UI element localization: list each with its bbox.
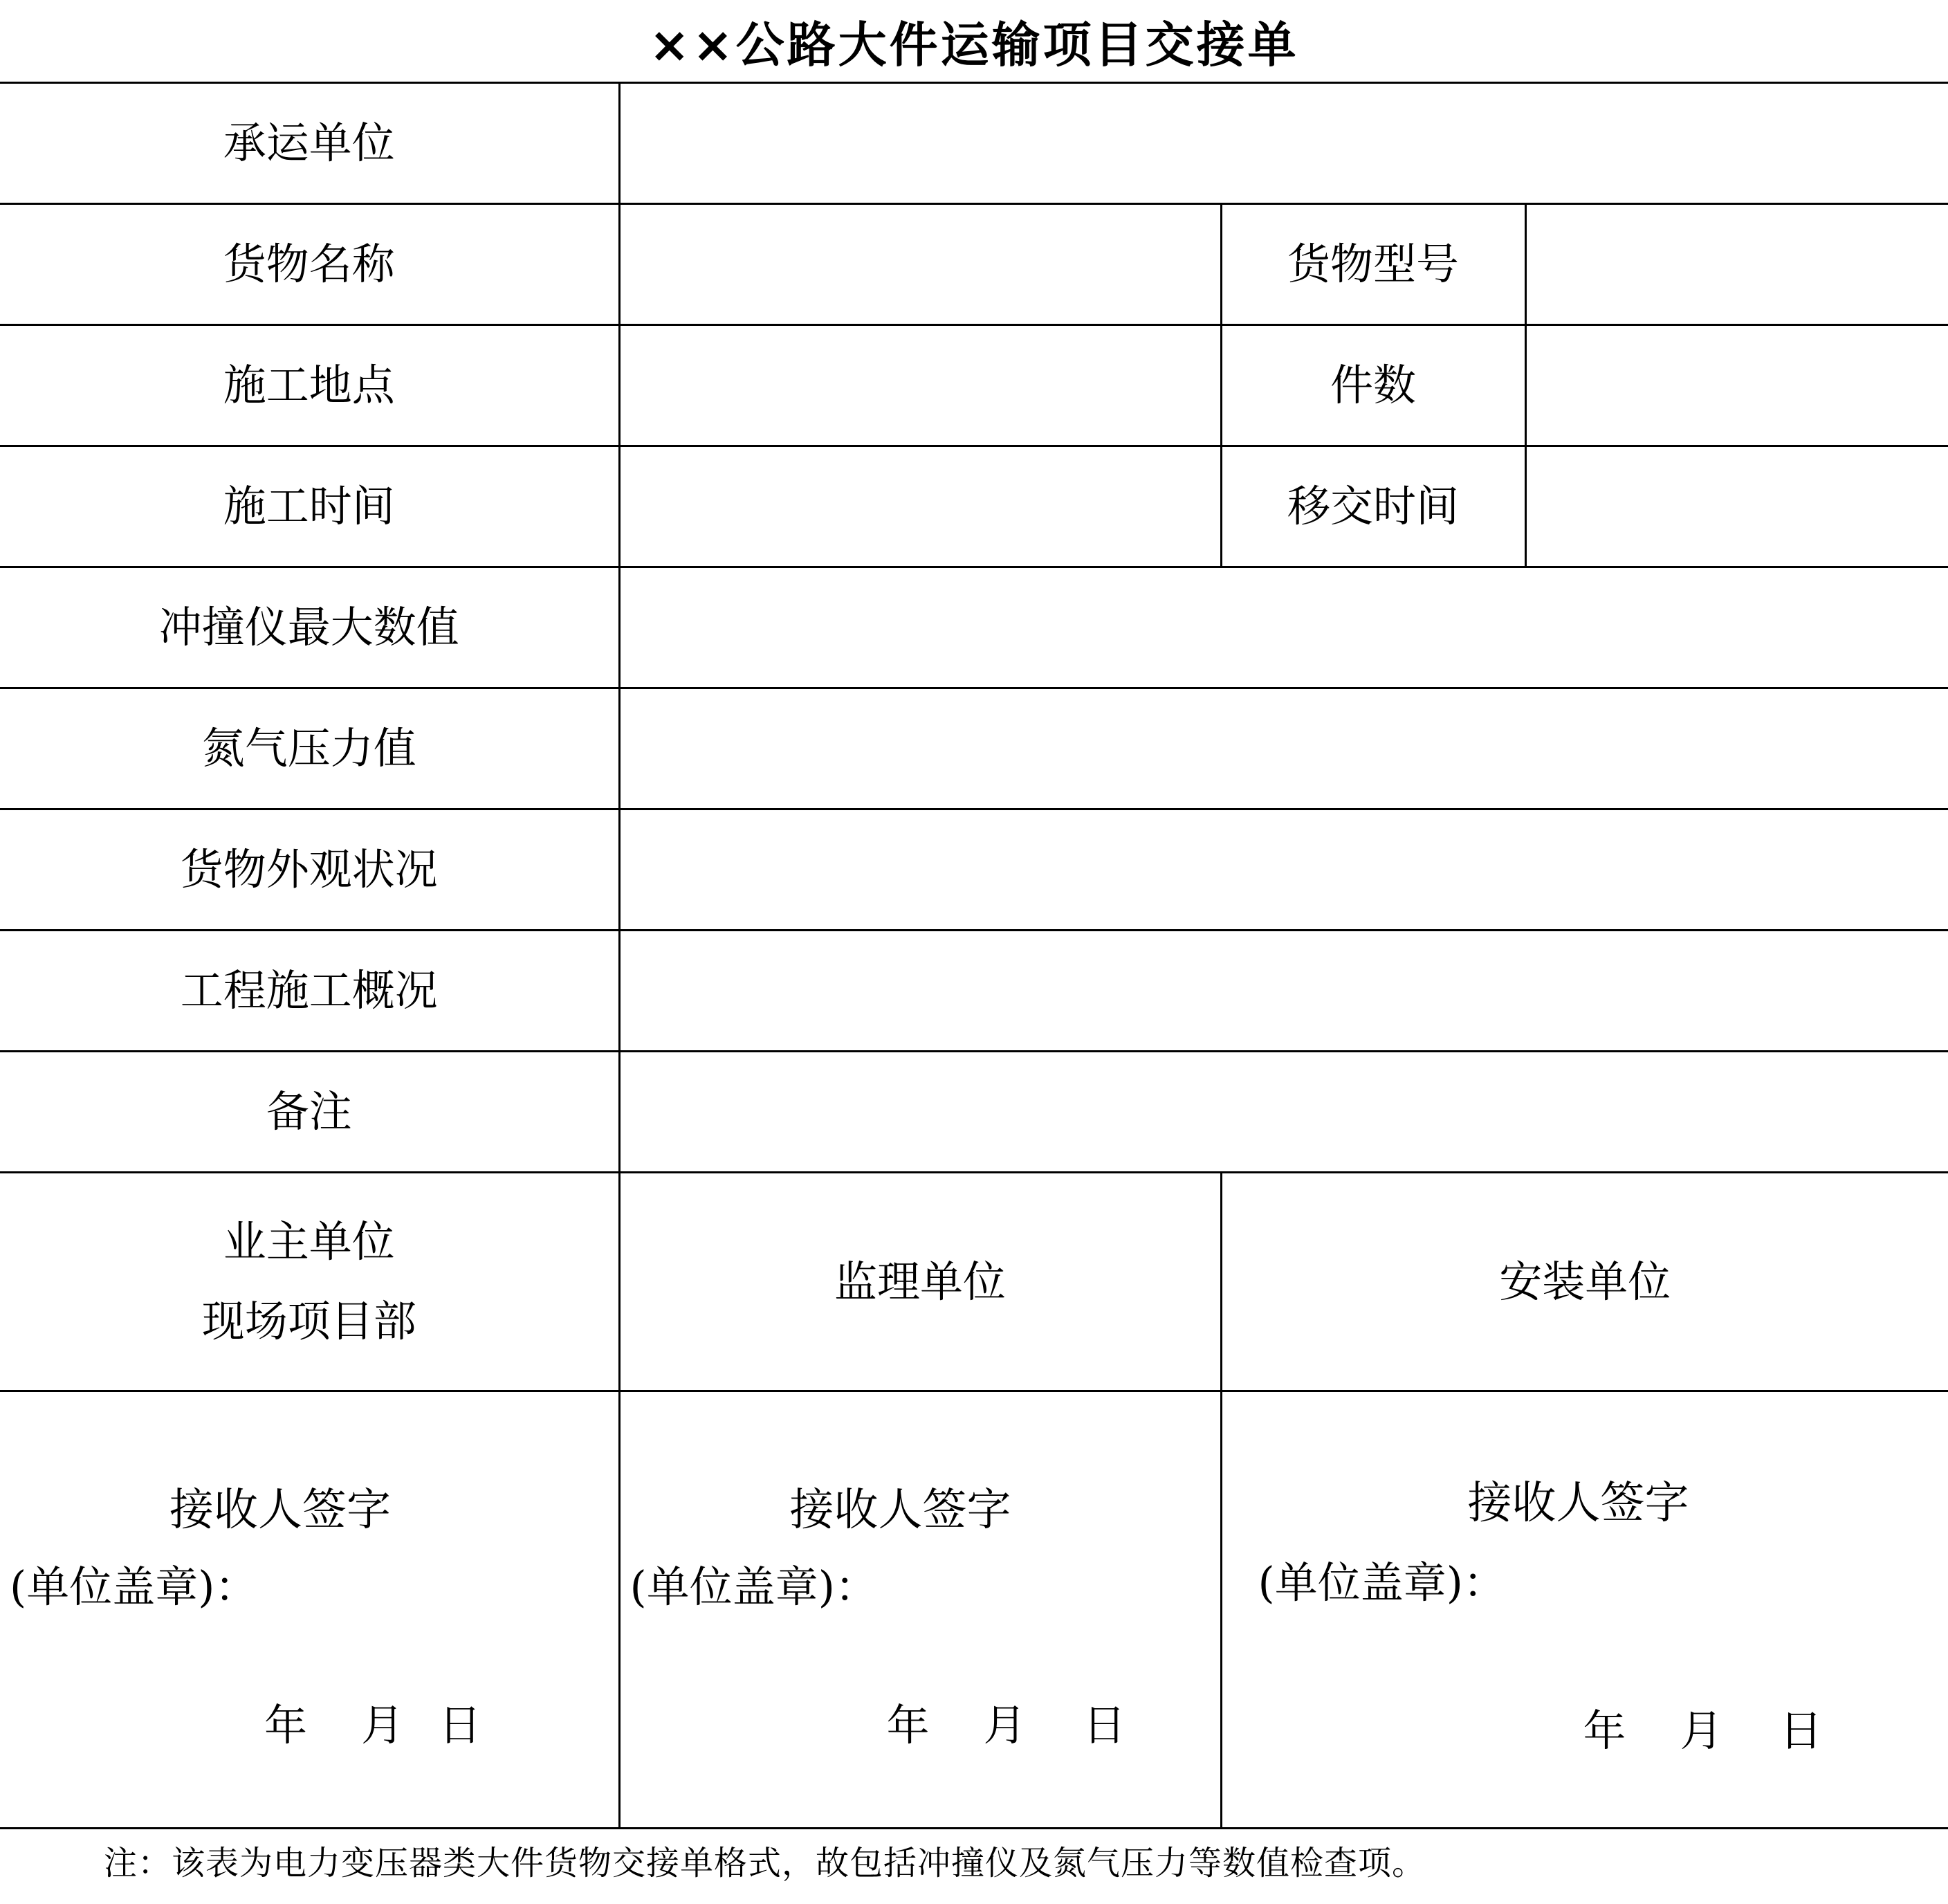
- row-impact-recorder: [0, 567, 1948, 688]
- row-organizations: [0, 1173, 1948, 1391]
- owner-date-month: 月: [361, 1700, 405, 1750]
- owner-unit-label-line1: 业主单位: [223, 1216, 395, 1267]
- construction-overview-label: 工程施工概况: [0, 931, 619, 1052]
- cargo-name-label: 货物名称: [0, 204, 619, 325]
- row-nitrogen-pressure: [0, 688, 1948, 809]
- owner-unit-cell: [0, 1173, 619, 1391]
- supervision-date-day: 日: [1083, 1700, 1126, 1750]
- row-carrier: [0, 83, 1948, 204]
- row-cargo-appearance: [0, 809, 1948, 931]
- installation-date-year: 年: [1583, 1705, 1626, 1756]
- supervision-date-month: 月: [983, 1700, 1027, 1750]
- impact-recorder-value-cell[interactable]: [619, 567, 1948, 688]
- remarks-label: 备注: [0, 1052, 619, 1173]
- supervision-receiver-label: 接收人签字: [789, 1485, 1011, 1536]
- remarks-value-cell[interactable]: [619, 1052, 1948, 1173]
- site-value-cell[interactable]: [619, 325, 1221, 446]
- installation-signature-cell[interactable]: [1221, 1391, 1948, 1829]
- row-site: [0, 325, 1948, 446]
- row-construction-overview: [0, 931, 1948, 1052]
- owner-receiver-label: 接收人签字: [169, 1485, 391, 1536]
- handover-time-label: 移交时间: [1221, 446, 1525, 567]
- installation-receiver-label: 接收人签字: [1467, 1478, 1689, 1529]
- owner-signature-cell[interactable]: [0, 1391, 619, 1829]
- owner-stamp-label: (单位盖章)：: [10, 1562, 258, 1612]
- cargo-model-value-cell[interactable]: [1525, 204, 1948, 325]
- nitrogen-pressure-value-cell[interactable]: [619, 688, 1948, 809]
- installation-date-line: [1583, 1696, 1823, 1765]
- cargo-appearance-value-cell[interactable]: [619, 809, 1948, 931]
- piece-count-label: 件数: [1221, 325, 1525, 446]
- carrier-value-cell[interactable]: [619, 83, 1948, 204]
- row-signatures: [0, 1391, 1948, 1829]
- supervision-date-year: 年: [886, 1700, 930, 1750]
- cargo-name-value-cell[interactable]: [619, 204, 1221, 325]
- installation-unit-label: 安装单位: [1221, 1173, 1948, 1391]
- nitrogen-pressure-label: 氮气压力值: [0, 688, 619, 809]
- owner-date-line: [264, 1691, 481, 1759]
- row-remarks: [0, 1052, 1948, 1173]
- supervision-stamp-label: (单位盖章)：: [630, 1562, 878, 1612]
- handover-form-table: [0, 82, 1948, 1829]
- supervision-unit-label: 监理单位: [619, 1173, 1221, 1391]
- supervision-date-line: [887, 1691, 1126, 1759]
- construction-time-value-cell[interactable]: [619, 446, 1221, 567]
- footnote-text: 注：该表为电力变压器类大件货物交接单格式，故包括冲撞仪及氮气压力等数值检查项。: [104, 1843, 1426, 1883]
- site-label: 施工地点: [0, 325, 619, 446]
- handover-time-value-cell[interactable]: [1525, 446, 1948, 567]
- impact-recorder-label: 冲撞仪最大数值: [0, 567, 619, 688]
- owner-date-day: 日: [439, 1700, 482, 1750]
- row-construction-time: [0, 446, 1948, 567]
- construction-overview-value-cell[interactable]: [619, 931, 1948, 1052]
- row-cargo-name: [0, 204, 1948, 325]
- installation-date-day: 日: [1779, 1705, 1823, 1756]
- owner-unit-label-line2: 现场项目部: [201, 1295, 416, 1346]
- installation-date-month: 月: [1680, 1705, 1723, 1756]
- cargo-appearance-label: 货物外观状况: [0, 809, 619, 931]
- owner-date-year: 年: [264, 1700, 308, 1750]
- cargo-model-label: 货物型号: [1221, 204, 1525, 325]
- carrier-label: 承运单位: [0, 83, 619, 204]
- supervision-signature-cell[interactable]: [619, 1391, 1221, 1829]
- construction-time-label: 施工时间: [0, 446, 619, 567]
- installation-stamp-label: (单位盖章)：: [1258, 1557, 1506, 1608]
- document-title: ××公路大件运输项目交接单: [649, 16, 1299, 73]
- piece-count-value-cell[interactable]: [1525, 325, 1948, 446]
